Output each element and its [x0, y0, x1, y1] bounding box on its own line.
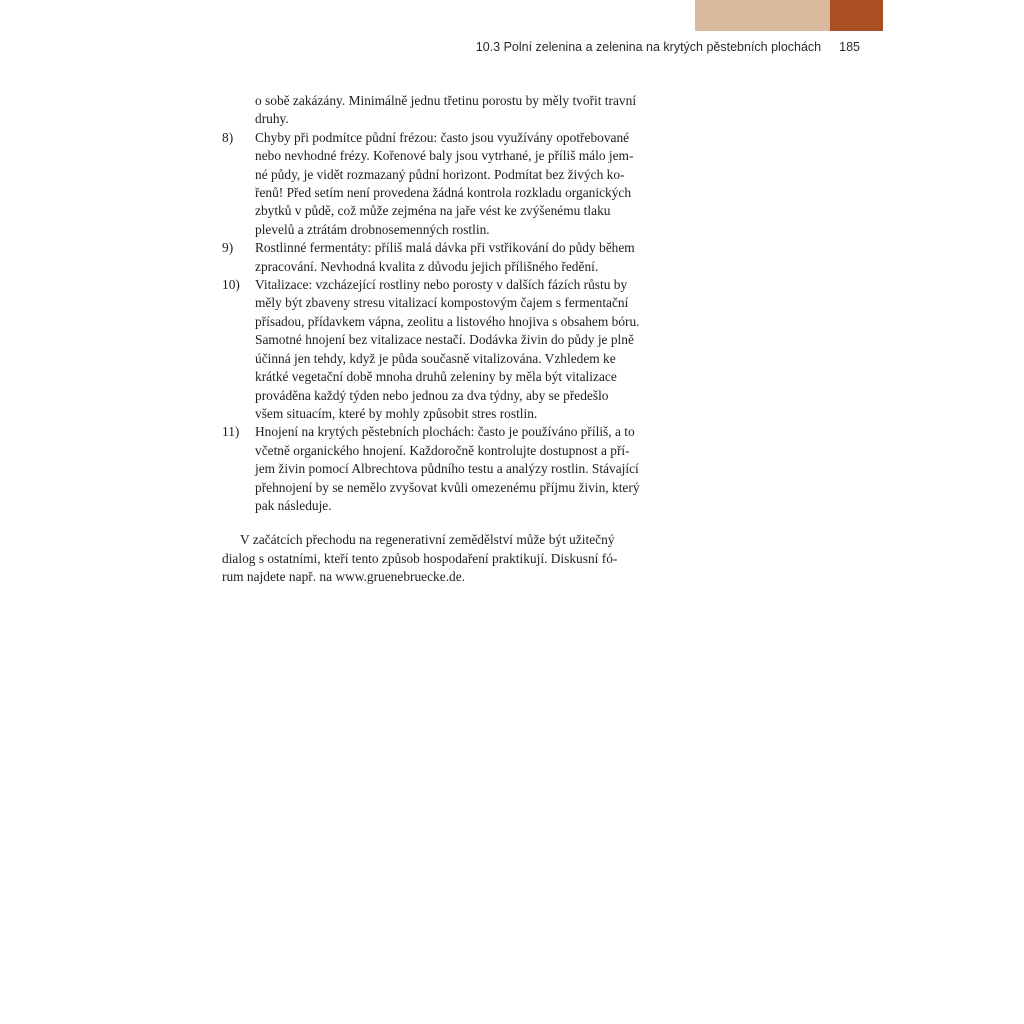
text-line: pak následuje.	[255, 497, 332, 513]
list-number: 8)	[222, 129, 234, 145]
text-line: měly být zbaveny stresu vitalizací kompostovým čajem s fermentační	[255, 295, 629, 311]
page-number: 185	[839, 40, 860, 54]
text-line: zpracování. Nevhodná kvalita z důvodu jejich přílišného ředění.	[255, 258, 599, 274]
text-line: Samotné hnojení bez vitalizace nestačí. Dodávka živin do půdy je plně	[255, 332, 634, 348]
body-text	[222, 92, 682, 587]
text-line: Hnojení na krytých pěstebních plochách: často je používáno příliš, a to	[255, 424, 635, 440]
text-line: jem živin pomocí Albrechtova půdního testu a analýzy rostlin. Stávající	[255, 461, 639, 477]
text-line: rum najdete např. na www.gruenebruecke.de.	[222, 569, 466, 585]
text-line: včetně organického hnojení. Každoročně kontrolujte dostupnost a pří-	[255, 442, 630, 458]
text-line: Chyby při podmítce půdní frézou: často jsou využívány opotřebované	[255, 129, 630, 145]
list-number: 9)	[222, 240, 234, 256]
text-line: né půdy, je vidět rozmazaný půdní horizont. Podmítat bez živých ko-	[255, 166, 625, 182]
list-text	[255, 239, 682, 276]
text-line: plevelů a ztrátám drobnosemenných rostlin.	[255, 221, 490, 237]
text-line: o sobě zakázány. Minimálně jednu třetinu porostu by měly tvořit travní	[255, 93, 637, 108]
text-line: V začátcích přechodu na regenerativní zemědělství může být užitečný	[240, 532, 615, 548]
list-item-10	[222, 276, 682, 423]
list-item-11	[222, 423, 682, 515]
text-line: Vitalizace: vzcházející rostliny nebo porosty v dalších fázích růstu by	[255, 277, 628, 293]
running-header	[380, 38, 860, 56]
text-line: zbytků v půdě, což může zejména na jaře vést ke zvýšenému tlaku	[255, 203, 611, 219]
text-line: krátké vegetační době mnoha druhů zeleniny by měla být vitalizace	[255, 369, 617, 385]
section-title: 10.3 Polní zelenina a zelenina na krytých pěstebních plochách	[475, 40, 822, 54]
text-line: druhy.	[255, 111, 289, 127]
text-line: účinná jen tehdy, když je půda současně vitalizována. Vzhledem ke	[255, 350, 616, 366]
list-text	[255, 276, 682, 423]
chapter-tab-light	[695, 0, 830, 31]
list-number: 10)	[222, 277, 240, 293]
closing-paragraph	[222, 531, 682, 586]
text-line: prováděna každý týden nebo jednou za dva týdny, aby se předešlo	[255, 387, 609, 403]
text-line: všem situacím, které by mohly způsobit stres rostlin.	[255, 405, 538, 421]
text-line: Rostlinné fermentáty: příliš malá dávka při vstřikování do půdy během	[255, 240, 635, 256]
list-item-9	[222, 239, 682, 276]
list-text	[255, 423, 682, 515]
text-line: řenů! Před setím není provedena žádná kontrola rozkladu organických	[255, 185, 632, 201]
list-item-8	[222, 129, 682, 239]
text-line: nebo nevhodné frézy. Kořenové baly jsou vytrhané, je příliš málo jem-	[255, 148, 634, 164]
list-text	[255, 129, 682, 239]
text-line: přísadou, přídavkem vápna, zeolitu a listového hnojiva s obsahem bóru.	[255, 313, 640, 329]
text-line: dialog s ostatními, kteří tento způsob hospodaření praktikují. Diskusní fó-	[222, 550, 618, 566]
list-number: 11)	[222, 424, 240, 440]
text-line: přehnojení by se nemělo zvyšovat kvůli omezenému příjmu živin, který	[255, 479, 640, 495]
continuation-text	[222, 92, 682, 129]
chapter-tab-dark	[830, 0, 883, 31]
